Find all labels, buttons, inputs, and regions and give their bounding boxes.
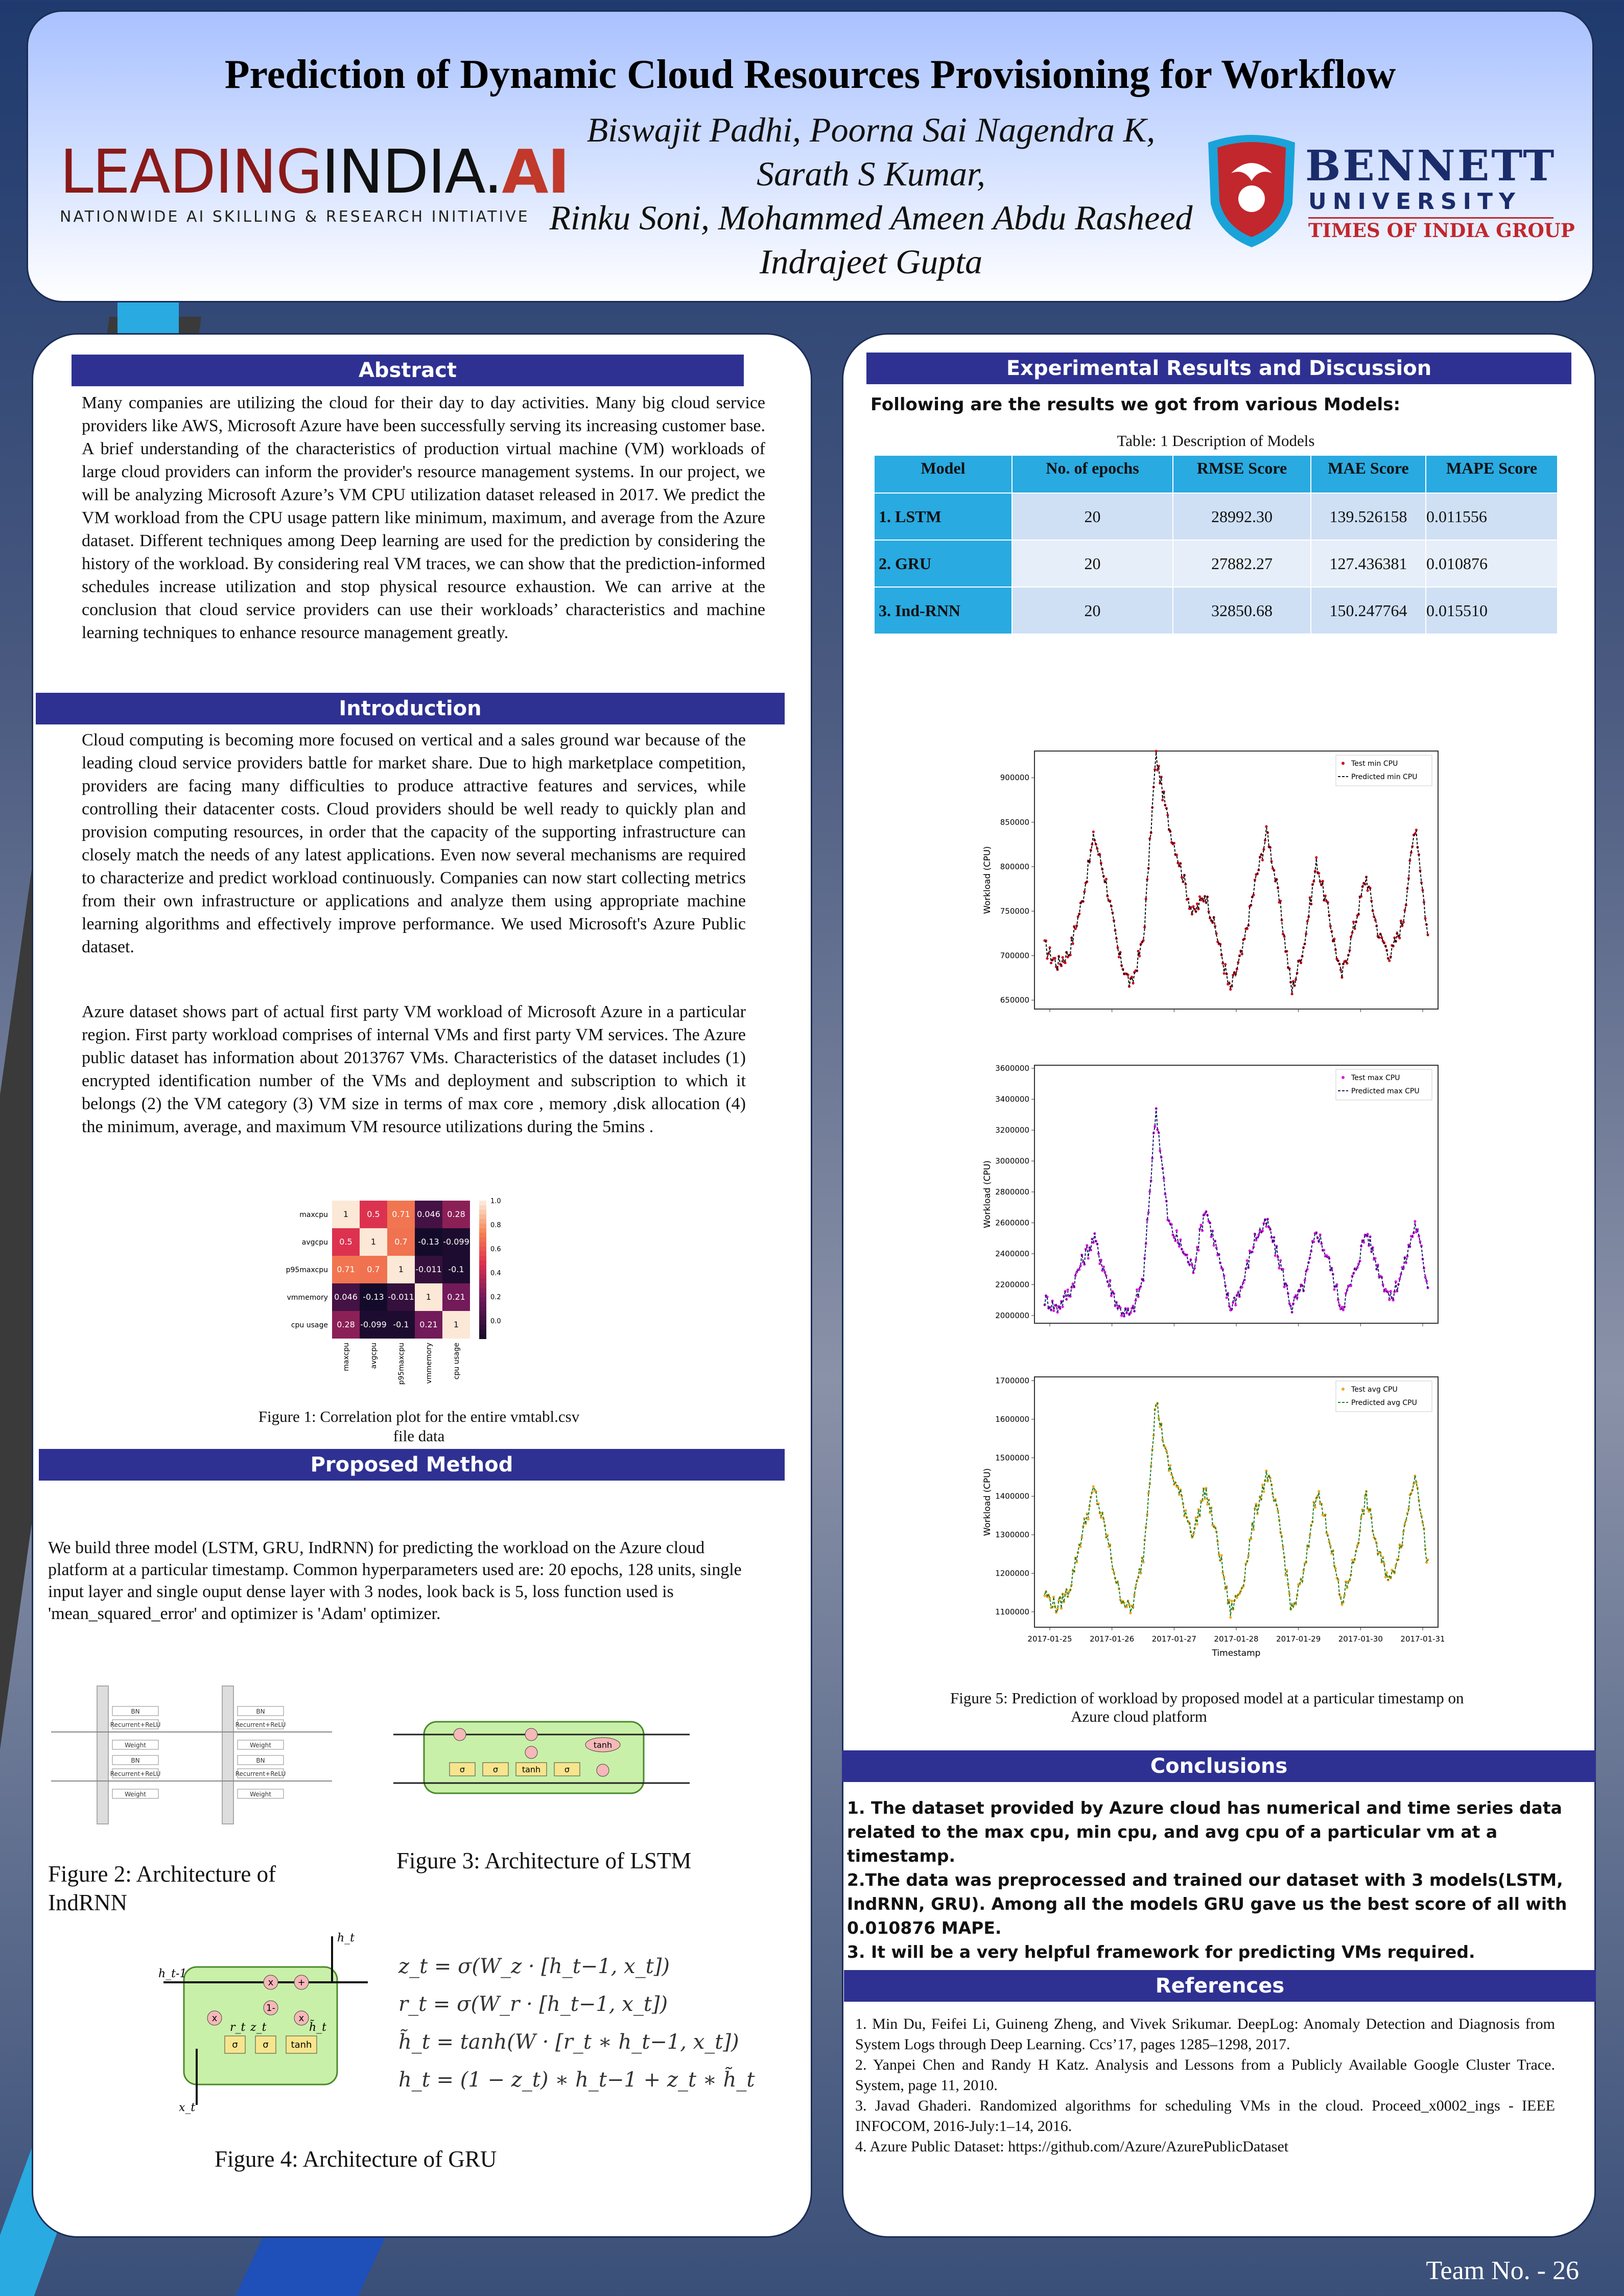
x-tick-label: 2017-01-28 [1214, 1634, 1259, 1644]
proposed-method-heading: Proposed Method [39, 1449, 785, 1481]
y-tick-label: 1200000 [995, 1568, 1029, 1578]
test-point [1236, 1597, 1238, 1599]
test-point [1046, 957, 1048, 959]
test-point [1129, 1612, 1132, 1614]
conclusions-list [847, 1796, 1583, 1964]
legend-marker [1341, 1076, 1345, 1079]
gru-architecture-diagram [153, 1926, 378, 2115]
test-point [1229, 1616, 1232, 1619]
figure-2-caption-line: IndRNN [48, 1890, 127, 1915]
x-axis-label: Timestamp [1212, 1648, 1261, 1658]
colorbar-tick: 0.6 [490, 1245, 501, 1253]
test-point [1067, 1288, 1069, 1291]
abstract-text: Many companies are utilizing the cloud for their day to day activities. Many big cloud service providers like AWS, Microsoft Azure have been successfully serving its increasing customer base. A brief understanding of the characteristics of production virtual machine (VM) workloads of large cloud providers can inform the provider's resource management systems. In our project, we will be analyzing Microsoft Azure’s VM CPU utilization dataset released in 2017. We predict the VM workload from the CPU usage pattern like minimum, maximum, and average from the Azure dataset. Different techniques among Deep learning are used for the prediction by considering the history of the workload. By considering real VM traces, we can show that the prediction-informed schedules increase utilization and stop physical resource exhaustion. We can arrive at the conclusion that cloud service providers can use their workloads’ characteristics and machine learning techniques to enhance resource management greatly. [82, 393, 765, 642]
svg-text:+: + [297, 1977, 305, 1988]
test-point [1196, 902, 1198, 905]
y-tick-label: 1500000 [995, 1453, 1029, 1463]
test-point [1161, 799, 1164, 801]
bg-stripe-4 [117, 301, 179, 337]
colorbar-segment [479, 1316, 486, 1321]
svg-text:Weight: Weight [250, 1742, 271, 1749]
lstm-architecture-diagram [388, 1706, 695, 1809]
table-cell: 20 [1012, 587, 1173, 634]
colorbar-segment [479, 1320, 486, 1325]
y-axis-label: Workload (CPU) [982, 1160, 993, 1228]
svg-text:BN: BN [131, 1708, 140, 1715]
x-tick-label: 2017-01-31 [1400, 1634, 1445, 1644]
test-point [1274, 1254, 1277, 1257]
heatmap-value: 0.5 [339, 1237, 352, 1247]
y-tick-label: 650000 [1000, 995, 1029, 1005]
heatmap-value: 0.21 [447, 1292, 465, 1302]
heatmap-row-label: cpu usage [291, 1321, 328, 1329]
svg-text:BN: BN [256, 1708, 265, 1715]
table-cell: 27882.27 [1173, 540, 1311, 587]
svg-text:Recurrent+ReLU: Recurrent+ReLU [110, 1721, 161, 1728]
colorbar-tick: 0.4 [490, 1269, 501, 1277]
heatmap-row-label: maxcpu [299, 1211, 328, 1219]
y-axis-label: Workload (CPU) [982, 1468, 993, 1536]
gru-equation: z_t = σ(W_z · [h_t−1, x_t]) [398, 1955, 670, 1978]
conclusion-item: 1. The dataset provided by Azure cloud has numerical and time series data related to the max cpu, min cpu, and avg cpu of a particular vm at a timestamp. [847, 1798, 1562, 1866]
test-point [1196, 1523, 1198, 1526]
svg-text:tanh: tanh [522, 1765, 541, 1774]
heatmap-value: 1 [453, 1320, 459, 1329]
test-point [1317, 1490, 1320, 1492]
test-point [1175, 1229, 1178, 1232]
y-tick-label: 700000 [1000, 951, 1029, 960]
heatmap-value: 0.5 [367, 1209, 380, 1219]
test-point [1118, 956, 1120, 958]
heatmap-value: 0.21 [419, 1320, 438, 1329]
y-tick-label: 3400000 [995, 1094, 1029, 1104]
heatmap-value: -0.13 [363, 1292, 384, 1302]
colorbar-tick: 1.0 [490, 1198, 501, 1205]
legend-marker [1341, 762, 1345, 765]
team-number: Team No. - 26 [1426, 2256, 1579, 2285]
test-point [1226, 1296, 1228, 1299]
table-cell: 32850.68 [1173, 587, 1311, 634]
author-line: Sarath S Kumar, [757, 154, 985, 193]
test-point [1043, 1595, 1046, 1597]
test-point [1062, 956, 1064, 958]
table-cell: 3. Ind-RNN [874, 587, 1012, 634]
colorbar-segment [479, 1325, 486, 1330]
colorbar-segment [479, 1260, 486, 1266]
colorbar-segment [479, 1306, 486, 1311]
introduction-heading: Introduction [36, 693, 785, 724]
y-tick-label: 1100000 [995, 1607, 1029, 1616]
test-point [1092, 830, 1095, 833]
table-cell: 2. GRU [874, 540, 1012, 587]
heatmap-value: -0.1 [393, 1320, 409, 1329]
table-row [874, 540, 1558, 587]
heatmap-value: -0.099 [360, 1320, 387, 1329]
legend-marker [1341, 1388, 1345, 1391]
test-point [1333, 1288, 1335, 1291]
heatmap-col-label: avgcpu [370, 1343, 378, 1369]
colorbar-segment [479, 1270, 486, 1275]
svg-text:σ: σ [564, 1765, 570, 1774]
colorbar-segment [479, 1302, 486, 1307]
table-cell: 28992.30 [1173, 493, 1311, 540]
y-tick-label: 850000 [1000, 817, 1029, 827]
heatmap-value: 0.046 [417, 1209, 440, 1219]
heatmap-value: 0.28 [447, 1209, 465, 1219]
poster-header [27, 10, 1594, 302]
y-tick-label: 3600000 [995, 1064, 1029, 1073]
heatmap-col-label: maxcpu [342, 1343, 350, 1371]
avg-cpu-chart [981, 1369, 1451, 1676]
legend-label: Predicted max CPU [1351, 1087, 1420, 1095]
heatmap-value: -0.099 [443, 1237, 469, 1247]
figure-5-caption-line: Azure cloud platform [1071, 1707, 1207, 1725]
legend-label: Test min CPU [1351, 760, 1398, 768]
heatmap-col-label: p95maxcpu [397, 1343, 406, 1385]
heatmap-value: 1 [370, 1237, 376, 1247]
test-point [1092, 1485, 1095, 1488]
y-tick-label: 2400000 [995, 1249, 1029, 1258]
test-point [1213, 1244, 1215, 1247]
gru-equation: h̃_t = tanh(W · [r_t ∗ h_t−1, x_t]) [398, 2030, 739, 2054]
legend-label: Predicted avg CPU [1351, 1399, 1417, 1407]
heatmap-value: 0.71 [337, 1264, 355, 1274]
colorbar-tick: 0.2 [490, 1293, 501, 1301]
heatmap-value: 0.7 [367, 1264, 380, 1274]
colorbar-segment [479, 1288, 486, 1293]
test-point [1234, 1304, 1237, 1306]
heatmap-value: -0.011 [388, 1292, 414, 1302]
gru-equations [398, 1948, 755, 2099]
svg-text:tanh: tanh [593, 1740, 613, 1750]
colorbar-segment [479, 1247, 486, 1252]
figure-1-caption-line: file data [393, 1427, 445, 1445]
figure-1-caption-line: Figure 1: Correlation plot for the entire vmtabl.csv [258, 1408, 580, 1425]
colorbar-segment [479, 1293, 486, 1298]
test-point [1198, 895, 1201, 898]
svg-text:x: x [211, 2013, 218, 2024]
svg-text:σ: σ [492, 1765, 499, 1774]
test-point [1228, 1599, 1231, 1601]
author-line: Rinku Soni, Mohammed Ameen Abdu Rasheed [549, 198, 1193, 237]
min-cpu-chart [981, 743, 1451, 1019]
test-point [1105, 878, 1108, 880]
table-row [874, 587, 1558, 634]
test-point [1050, 962, 1052, 964]
y-tick-label: 3000000 [995, 1156, 1029, 1166]
table-cell: 1. LSTM [874, 493, 1012, 540]
plot-area [1034, 751, 1438, 1009]
svg-text:Weight: Weight [125, 1742, 146, 1749]
colorbar-segment [479, 1237, 486, 1243]
x-tick-label: 2017-01-26 [1090, 1634, 1135, 1644]
colorbar-segment [479, 1228, 486, 1233]
svg-text:tanh: tanh [291, 2040, 312, 2050]
colorbar-segment [479, 1251, 486, 1256]
heatmap-value: 0.28 [337, 1320, 355, 1329]
svg-text:x: x [298, 2013, 304, 2024]
introduction-paragraph-2: Azure dataset shows part of actual first party VM workload of Microsoft Azure in a particular region. First party workload comprises of internal VMs and first party VM services. The Azure public dataset has information about 2013767 VMs. Characteristics of the dataset includes (1) encrypted identification number of the VMs and deployment and subscription to which it belongs (2) the VM category (3) VM size in terms of max core , memory ,disk allocation (4) the minimum, average, and maximum VM resource utilizations during the 5mins . [82, 1002, 746, 1136]
svg-text:r_t: r_t [230, 2021, 246, 2034]
heatmap-value: 0.046 [334, 1292, 358, 1302]
proposed-method-text: We build three model (LSTM, GRU, IndRNN) for predicting the workload on the Azure cloud platform at a particular timestamp. Common hyperparameters used are: 20 epochs, 128 units, single input layer and single ouput dense layer with 3 nodes, look back is 5, loss function used is 'mean_squared_error' and optimizer is 'Adam' optimizer. [48, 1538, 742, 1623]
test-point [1169, 1464, 1171, 1467]
figure-2-caption-line: Figure 2: Architecture of [48, 1861, 276, 1887]
colorbar-segment [479, 1311, 486, 1316]
leadingindia-logo: LEADINGINDIA.AI NATIONWIDE AI SKILLING & RESEARCH INITIATIVE [60, 136, 569, 226]
y-tick-label: 3200000 [995, 1126, 1029, 1135]
x-tick-label: 2017-01-27 [1151, 1634, 1196, 1644]
y-tick-label: 900000 [1000, 773, 1029, 783]
svg-text:Recurrent+ReLU: Recurrent+ReLU [110, 1770, 161, 1777]
y-tick-label: 1400000 [995, 1491, 1029, 1501]
svg-text:1-: 1- [266, 2003, 275, 2013]
colorbar-segment [479, 1205, 486, 1210]
legend-label: Test max CPU [1351, 1074, 1400, 1082]
max-cpu-chart [981, 1058, 1451, 1333]
figure-5-caption [950, 1689, 1543, 1726]
table-1-caption: Table: 1 Description of Models [1117, 432, 1315, 450]
column-header: MAPE Score [1426, 455, 1558, 493]
svg-text:BN: BN [131, 1757, 140, 1764]
test-point [1261, 859, 1264, 861]
indrnn-architecture-diagram [46, 1681, 332, 1829]
gru-equation: h_t = (1 − z_t) ∗ h_t−1 + z_t ∗ h̃_t [398, 2068, 755, 2092]
figure-4-caption: Figure 4: Architecture of GRU [215, 2146, 497, 2172]
author-list [462, 108, 1280, 284]
colorbar-segment [479, 1283, 486, 1288]
svg-text:h_t-1: h_t-1 [158, 1967, 187, 1980]
test-point [1204, 1497, 1206, 1500]
reference-item: 1. Min Du, Feifei Li, Guineng Zheng, and Vivek Srikumar. DeepLog: Anomaly Detection and Diagnosis from System Logs through Deep Learning. Ccs’17, pages 1285–1298, 2017. [855, 2016, 1555, 2053]
heatmap-value: -0.1 [448, 1264, 464, 1274]
svg-text:Weight: Weight [125, 1791, 146, 1798]
column-header: MAE Score [1311, 455, 1426, 493]
x-tick-label: 2017-01-25 [1027, 1634, 1072, 1644]
results-heading: Experimental Results and Discussion [866, 353, 1571, 384]
heatmap-value: 1 [398, 1264, 404, 1274]
test-point [1072, 943, 1074, 945]
colorbar-segment [479, 1214, 486, 1220]
y-tick-label: 1300000 [995, 1530, 1029, 1540]
colorbar-segment [479, 1297, 486, 1302]
test-point [1384, 1576, 1387, 1578]
references-heading: References [844, 1970, 1596, 2002]
colorbar-segment [479, 1265, 486, 1270]
test-point [1220, 1554, 1223, 1557]
heatmap-col-label: vmmemory [425, 1343, 433, 1384]
y-tick-label: 750000 [1000, 906, 1029, 916]
test-point [1224, 963, 1227, 966]
test-point [1087, 1518, 1090, 1520]
test-point [1136, 1288, 1138, 1291]
heatmap-value: -0.011 [415, 1264, 442, 1274]
figure-2-caption [48, 1860, 276, 1917]
colorbar-segment [479, 1256, 486, 1261]
test-point [1246, 1259, 1249, 1262]
y-tick-label: 2800000 [995, 1187, 1029, 1197]
y-axis-label: Workload (CPU) [982, 846, 993, 914]
test-point [1194, 1516, 1197, 1519]
table-row [874, 493, 1558, 540]
test-point [1398, 936, 1401, 939]
heatmap-col-label: cpu usage [453, 1343, 461, 1380]
bennett-university-logo: BENNETT UNIVERSITY TIMES OF INDIA GROUP [1203, 132, 1561, 255]
test-point [1087, 1257, 1090, 1259]
colorbar-segment [479, 1224, 486, 1229]
svg-text:x_t: x_t [179, 2101, 196, 2114]
reference-item: 3. Javad Ghaderi. Randomized algorithms for scheduling VMs in the cloud. Proceed_x0002_ings - IEEE INFOCOM, 2016-July:1–14, 2016. [855, 2097, 1555, 2135]
svg-text:z_t: z_t [250, 2021, 267, 2034]
test-point [1252, 1528, 1255, 1531]
svg-text:h_t: h_t [337, 1932, 355, 1944]
svg-text:σ: σ [232, 2040, 238, 2050]
colorbar-segment [479, 1219, 486, 1224]
conclusion-item: 3. It will be a very helpful framework for predicting VMs required. [847, 1942, 1475, 1962]
test-point [1231, 1600, 1233, 1602]
references-list [855, 2014, 1555, 2157]
bennett-crest-icon [1203, 132, 1300, 250]
test-point [1352, 921, 1355, 923]
test-point [1184, 1509, 1187, 1512]
colorbar-segment [479, 1274, 486, 1279]
colorbar-segment [479, 1242, 486, 1247]
heatmap-value: -0.13 [418, 1237, 439, 1247]
svg-text:Recurrent+ReLU: Recurrent+ReLU [235, 1721, 286, 1728]
test-point [1138, 955, 1141, 957]
column-header: RMSE Score [1173, 455, 1311, 493]
test-point [1062, 1305, 1064, 1308]
test-point [1315, 856, 1317, 859]
heatmap-row-label: avgcpu [301, 1238, 328, 1247]
heatmap-value: 1 [343, 1209, 349, 1219]
test-point [1283, 1285, 1285, 1288]
figure-3-caption: Figure 3: Architecture of LSTM [396, 1848, 692, 1873]
test-point [1261, 1484, 1264, 1486]
test-point [1262, 1490, 1265, 1493]
figure-1-caption [194, 1407, 644, 1446]
heatmap-row-label: vmmemory [287, 1294, 328, 1302]
svg-text:σ: σ [263, 2040, 269, 2050]
table-cell: 0.015510 [1426, 587, 1558, 634]
test-point [1279, 1259, 1282, 1261]
author-line: Biswajit Padhi, Poorna Sai Nagendra K, [586, 110, 1156, 149]
svg-text:σ: σ [459, 1765, 465, 1774]
reference-item: 2. Yanpei Chen and Randy H Katz. Analysis and Lessons from a Publicly Available Google Cluster Trace. System, page 11, 2010. [855, 2056, 1555, 2094]
test-point [1414, 1220, 1416, 1223]
svg-text:BN: BN [256, 1757, 265, 1764]
test-point [1206, 1503, 1209, 1506]
test-point [1388, 959, 1391, 962]
heatmap-value: 1 [426, 1292, 432, 1302]
test-point [1102, 1266, 1105, 1268]
table-cell: 20 [1012, 493, 1173, 540]
table-cell: 139.526158 [1311, 493, 1426, 540]
results-intro: Following are the results we got from various Models: [870, 394, 1401, 415]
table-cell: 20 [1012, 540, 1173, 587]
reference-item: 4. Azure Public Dataset: https://github.com/Azure/AzurePublicDataset [855, 2138, 1289, 2155]
table-cell: 150.247764 [1311, 587, 1426, 634]
plot-area [1034, 1377, 1438, 1627]
conclusions-heading: Conclusions [842, 1750, 1596, 1782]
colorbar-segment [479, 1233, 486, 1238]
table-cell: 0.010876 [1426, 540, 1558, 587]
x-tick-label: 2017-01-29 [1276, 1634, 1321, 1644]
test-point [1052, 1309, 1055, 1312]
conclusion-item: 2.The data was preprocessed and trained our dataset with 3 models(LSTM, IndRNN, GRU). Among all the models GRU gave us the best score of all with 0.010876 MAPE. [847, 1870, 1567, 1938]
test-point [1159, 1425, 1161, 1428]
y-tick-label: 1600000 [995, 1414, 1029, 1424]
test-point [1064, 962, 1067, 964]
test-point [1278, 1267, 1280, 1270]
test-point [1137, 950, 1140, 952]
heatmap-value: 0.7 [394, 1237, 408, 1247]
svg-text:h̃_t: h̃_t [309, 2021, 327, 2034]
svg-text:Recurrent+ReLU: Recurrent+ReLU [235, 1770, 286, 1777]
colorbar-tick: 0.0 [490, 1317, 501, 1325]
figure-5-caption-line: Figure 5: Prediction of workload by proposed model at a particular timestamp on [950, 1689, 1464, 1707]
author-line: Indrajeet Gupta [759, 242, 983, 281]
colorbar-segment [479, 1334, 486, 1339]
x-tick-label: 2017-01-30 [1338, 1634, 1383, 1644]
colorbar-segment [479, 1201, 486, 1206]
table-cell: 127.436381 [1311, 540, 1426, 587]
test-point [1385, 1572, 1388, 1574]
colorbar-segment [479, 1329, 486, 1334]
colorbar-segment [479, 1210, 486, 1215]
table-header-row [874, 455, 1558, 493]
svg-text:Weight: Weight [250, 1791, 271, 1798]
svg-text:x: x [268, 1977, 274, 1988]
test-point [1367, 889, 1369, 892]
test-point [1265, 1225, 1267, 1228]
abstract-heading: Abstract [72, 355, 744, 386]
test-point [1079, 1545, 1082, 1548]
gru-equation: r_t = σ(W_r · [h_t−1, x_t]) [398, 1993, 668, 2016]
colorbar-tick: 0.8 [490, 1221, 501, 1229]
column-header: No. of epochs [1012, 455, 1173, 493]
plot-area [1034, 1065, 1438, 1323]
y-tick-label: 1700000 [995, 1376, 1029, 1386]
test-point [1314, 1506, 1316, 1509]
colorbar-segment [479, 1279, 486, 1284]
heatmap-value: 0.71 [392, 1209, 410, 1219]
introduction-paragraph-1: Cloud computing is becoming more focused on vertical and a sales ground war because of the leading cloud service providers battle for market share. Due to high marketplace competition, providers are facing many difficulties to produce attractive features and services, while controlling their datacenter costs. Cloud providers should be well ready to quickly plan and provision computing resources, in order that the capacity of the supporting infrastructure can closely match the needs of any latest applications. Even now several mechanisms are required to characterize and predict workload continuously. Companies can now start collecting metrics from their own infrastructure or applications and analyze them using appropriate machine learning algorithms and effectively improve performance. We used Microsoft's Azure Public dataset. [82, 731, 746, 956]
legend-label: Test avg CPU [1351, 1386, 1398, 1394]
y-tick-label: 2000000 [995, 1310, 1029, 1320]
heatmap-row-label: p95maxcpu [286, 1266, 328, 1274]
table-cell: 0.011556 [1426, 493, 1558, 540]
correlation-heatmap [245, 1190, 552, 1395]
test-point [1223, 972, 1226, 975]
results-table [874, 455, 1558, 635]
legend-label: Predicted min CPU [1351, 773, 1418, 781]
y-tick-label: 2200000 [995, 1280, 1029, 1290]
test-point [1265, 825, 1267, 828]
test-point [1098, 1262, 1101, 1265]
y-tick-label: 800000 [1000, 862, 1029, 872]
test-point [1178, 1245, 1181, 1248]
y-tick-label: 2600000 [995, 1218, 1029, 1228]
column-header: Model [874, 455, 1012, 493]
poster-title: Prediction of Dynamic Cloud Resources Provisioning for Workflow [224, 52, 1396, 97]
